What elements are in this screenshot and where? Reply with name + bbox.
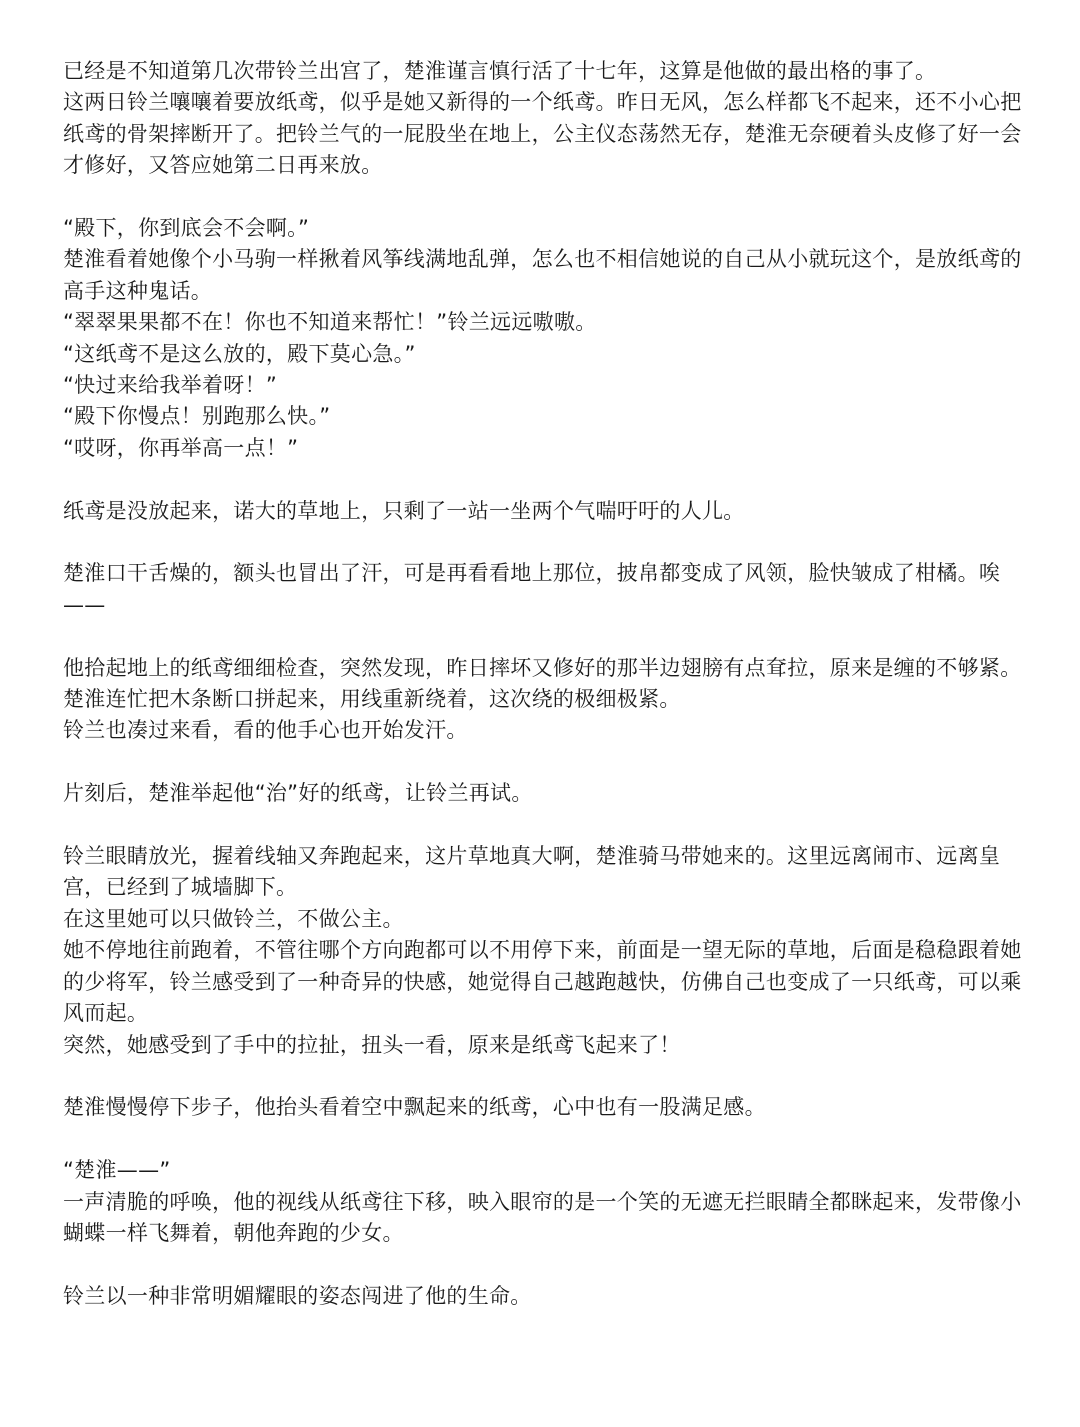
paragraph: 纸鸢是没放起来，诺大的草地上，只剩了一站一坐两个气喘吁吁的人儿。 [63,498,745,523]
paragraph: “殿下你慢点！别跑那么快。” [63,404,331,429]
paragraph: 一声清脆的呼唤，他的视线从纸鸢往下移，映入眼帘的是一个笑的无遮无拦眼睛全都眯起来，发带像小蝴蝶一样飞舞着，朝他奔跑的少女。 [63,1189,1022,1245]
paragraph: 突然，她感受到了手中的拉扯，扭头一看，原来是纸鸢飞起来了！ [63,1032,681,1057]
paragraph: 在这里她可以只做铃兰，不做公主。 [63,906,404,931]
paragraph: 铃兰以一种非常明媚耀眼的姿态闯进了他的生命。 [63,1283,532,1308]
paragraph: 楚淮慢慢停下步子，他抬头看着空中飘起来的纸鸢，心中也有一股满足感。 [63,1095,766,1120]
paragraph: 楚淮连忙把木条断口拼起来，用线重新绕着，这次绕的极细极紧。 [63,687,681,712]
paragraph-gap [63,747,1023,778]
paragraph: “楚淮——” [63,1158,171,1183]
paragraph-gap [63,810,1023,841]
paragraph: “哎呀，你再举高一点！” [63,435,299,460]
paragraph: “殿下，你到底会不会啊。” [63,216,310,241]
paragraph-gap [63,1124,1023,1155]
paragraph-gap [63,1061,1023,1092]
paragraph: 他拾起地上的纸鸢细细检查，突然发现，昨日摔坏又修好的那半边翅膀有点耷拉，原来是缠的不够紧。 [63,655,1022,680]
paragraph: 已经是不知道第几次带铃兰出宫了，楚淮谨言慎行活了十七年，这算是他做的最出格的事了。 [63,59,937,83]
paragraph: 她不停地往前跑着，不管往哪个方向跑都可以不用停下来，前面是一望无际的草地，后面是稳稳跟着她的少将军，铃兰感受到了一种奇异的快感，她觉得自己越跑越快，仿佛自己也变成了一只纸鸢，可以乘风而起。 [63,938,1022,1026]
paragraph: 楚淮口干舌燥的，额头也冒出了汗，可是再看看地上那位，披帛都变成了风领，脸快皱成了柑橘。唉—— [63,561,1001,617]
paragraph: “快过来给我举着呀！” [63,373,278,398]
paragraph: “翠翠果果都不在！你也不知道来帮忙！”铃兰远远嗷嗷。 [63,310,597,335]
paragraph-gap [63,527,1023,558]
paragraph: 楚淮看着她像个小马驹一样揪着风筝线满地乱弹，怎么也不相信她说的自己从小就玩这个，是放纸鸢的高手这种鬼话。 [63,247,1022,303]
paragraph-gap [63,621,1023,652]
paragraph: “这纸鸢不是这么放的，殿下莫心急。” [63,341,416,366]
paragraph: 片刻后，楚淮举起他“治”好的纸鸢，让铃兰再试。 [63,781,533,806]
paragraph-gap [63,182,1023,213]
paragraph: 铃兰眼睛放光，握着线轴又奔跑起来，这片草地真大啊，楚淮骑马带她来的。这里远离闹市、远离皇宫，已经到了城墙脚下。 [63,844,1001,900]
paragraph: 这两日铃兰嚷嚷着要放纸鸢，似乎是她又新得的一个纸鸢。昨日无风，怎么样都飞不起来，还不小心把纸鸢的骨架摔断开了。把铃兰气的一屁股坐在地上，公主仪态荡然无存，楚淮无奈硬着头皮修了好一会才修好，又答应她第二日再来放。 [63,90,1022,178]
paragraph-gap [63,1249,1023,1280]
paragraph: 铃兰也凑过来看，看的他手心也开始发汗。 [63,718,468,743]
story-text [63,56,1023,1312]
paragraph-gap [63,464,1023,495]
